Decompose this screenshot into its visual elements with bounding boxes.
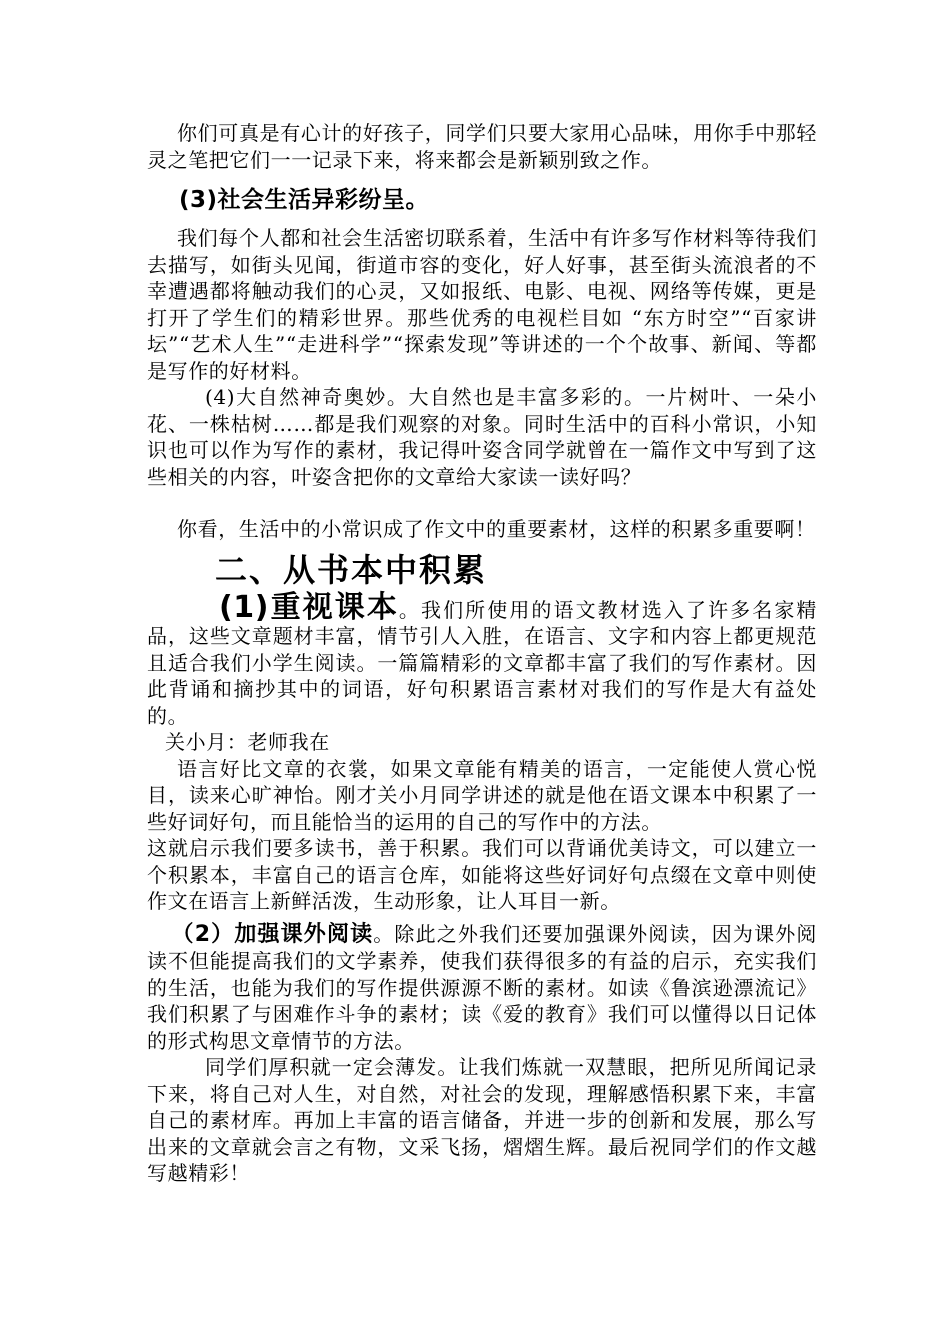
paragraph-language: 语言好比文章的衣裳，如果文章能有精美的语言，一定能使人赏心悦目，读来心旷神怡。刚才关小月同学讲述的就是他在语文课本中积累了一些好词好句，而且能恰当的运用的自己的写作中的方法。: [147, 756, 817, 834]
heading-social-life: (3)社会生活异彩纷呈。: [179, 187, 430, 213]
paragraph-inspiration: 这就启示我们要多读书，善于积累。我们可以背诵优美诗文，可以建立一个积累本，丰富自己的语言仓库，如能将这些好词好句点缀在文章中则使作文在语言上新鲜活泼，生动形象，让人耳目一新。: [147, 836, 817, 913]
body-extracurricular: 。除此之外我们还要加强课外阅读，因为课外阅读不但能提高我们的文学素养，使我们获得很多的有益的启示，充实我们的生活，也能为我们的写作提供源源不断的素材。如读《鲁滨逊漂流记》我们积累了与困难作斗争的素材；读《爱的教育》我们可以懂得以日记体的形式构思文章情节的方法。: [147, 921, 817, 1053]
paragraph-nature: (4)大自然神奇奥妙。大自然也是丰富多彩的。一片树叶、一朵小花、一株枯树……都是我们观察的对象。同时生活中的百科小常识，小知识也可以作为写作的素材，我记得叶姿含同学就曾在一篇作文中写到了这些相关的内容，叶姿含把你的文章给大家读一读好吗？: [147, 385, 817, 489]
lead-extracurricular: （2）加强课外阅读: [171, 921, 374, 947]
paragraph-student-reply: 关小月：老师我在: [165, 730, 330, 754]
paragraph-praise: 你们可真是有心计的好孩子，同学们只要大家用心品味，用你手中那轻灵之笔把它们一一记录下来，将来都会是新颖别致之作。: [147, 121, 817, 172]
paragraph-social-life: 我们每个人都和社会生活密切联系着，生活中有许多写作材料等待我们去描写，如街头见闻，街道市容的变化，好人好事，甚至街头流浪者的不幸遭遇都将触动我们的心灵，又如报纸、电影、电视、网络等传媒，更是打开了学生们的精彩世界。那些优秀的电视栏目如 “东方时空”“百家讲坛”“艺术人生”“走进科学”“探索发现”等讲述的一个个故事、新闻、等都是写作的好材料。: [147, 226, 817, 383]
blank-line: [147, 490, 817, 516]
heading-from-books: 二、从书本中积累: [215, 550, 488, 589]
document-page: [147, 120, 817, 1187]
lead-textbook: (1)重视课本: [219, 589, 399, 625]
body-textbook: 。我们所使用的语文教材选入了许多名家精品，这些文章题材丰富，情节引人入胜，在语言、文字和内容上都更规范且适合我们小学生阅读。一篇篇精彩的文章都丰富了我们的写作素材。因此背诵和摘抄其中的词语，好句积累语言素材对我们的写作是大有益处的。: [147, 597, 818, 728]
paragraph-common-sense: 你看，生活中的小常识成了作文中的重要素材，这样的积累多重要啊！: [177, 517, 816, 541]
paragraph-conclusion: 同学们厚积就一定会薄发。让我们炼就一双慧眼，把所见所闻记录下来，将自己对人生，对自然，对社会的发现，理解感悟积累下来，丰富自己的素材库。再加上丰富的语言储备，并进一步的创新和发展，那么写出来的文章就会言之有物，文采飞扬，熠熠生辉。最后祝同学们的作文越写越精彩！: [147, 1055, 817, 1185]
paragraph-textbook: [147, 589, 818, 730]
paragraph-extracurricular: [147, 921, 817, 1055]
